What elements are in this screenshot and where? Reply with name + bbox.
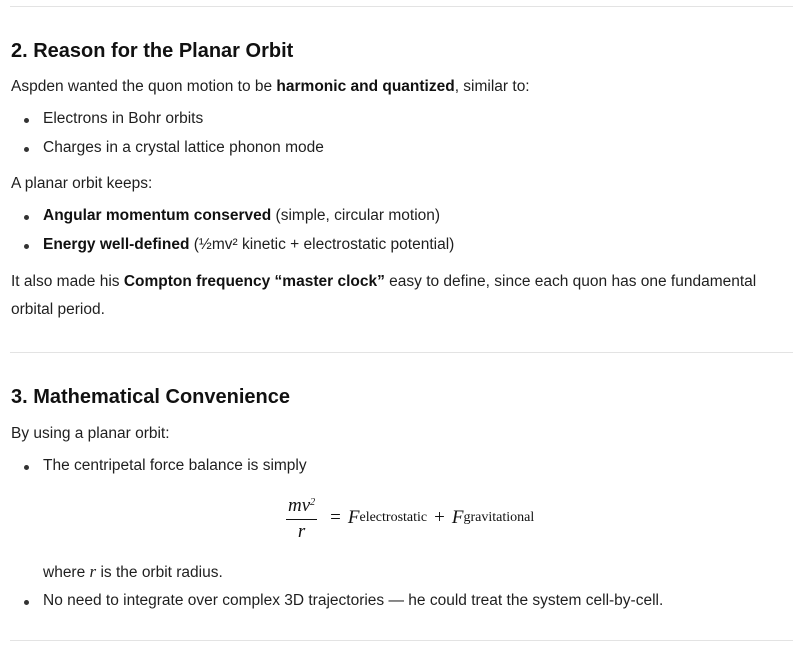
list-item: Electrons in Bohr orbits — [43, 110, 204, 127]
force-subscript: electrostatic — [359, 510, 428, 525]
force-term: F — [451, 507, 464, 528]
bullet-icon — [24, 600, 29, 605]
bullet-icon — [24, 118, 29, 123]
force-subscript: gravitational — [463, 510, 535, 525]
equals-sign: = — [330, 507, 341, 528]
list-item: Charges in a crystal lattice phonon mode — [43, 139, 324, 156]
section-divider — [10, 352, 793, 353]
bullet-icon — [24, 147, 29, 152]
where-note: where r is the orbit radius. — [43, 562, 223, 581]
section-2-intro: Aspden wanted the quon motion to be harmonic and quantized, similar to: — [11, 78, 530, 95]
bullet-icon — [24, 465, 29, 470]
section-3-intro: By using a planar orbit: — [11, 425, 170, 442]
list-item: Angular momentum conserved (simple, circular motion) — [43, 207, 441, 224]
plus-sign: + — [434, 507, 445, 528]
list-item: No need to integrate over complex 3D trajectories — he could treat the system cell-by-cell. — [43, 592, 664, 609]
force-term: F — [347, 507, 360, 528]
top-divider — [10, 6, 793, 7]
list-item: Energy well-defined (½mv² kinetic + electrostatic potential) — [43, 236, 455, 253]
centripetal-equation — [286, 492, 534, 544]
bullet-icon — [24, 244, 29, 249]
bottom-divider — [10, 640, 793, 641]
list-item: The centripetal force balance is simply — [43, 457, 307, 474]
fraction-denominator: r — [297, 521, 306, 542]
fraction — [286, 492, 317, 544]
fraction-numerator: $mv^2$ — [286, 492, 317, 520]
closing-paragraph: It also made his Compton frequency “master clock” easy to define, since each quon has one fundamental orbital period. — [11, 273, 757, 318]
section-3-heading: 3. Mathematical Convenience — [11, 386, 290, 408]
bullet-icon — [24, 215, 29, 220]
keeps-intro: A planar orbit keeps: — [11, 175, 153, 192]
section-2-heading: 2. Reason for the Planar Orbit — [11, 40, 294, 62]
